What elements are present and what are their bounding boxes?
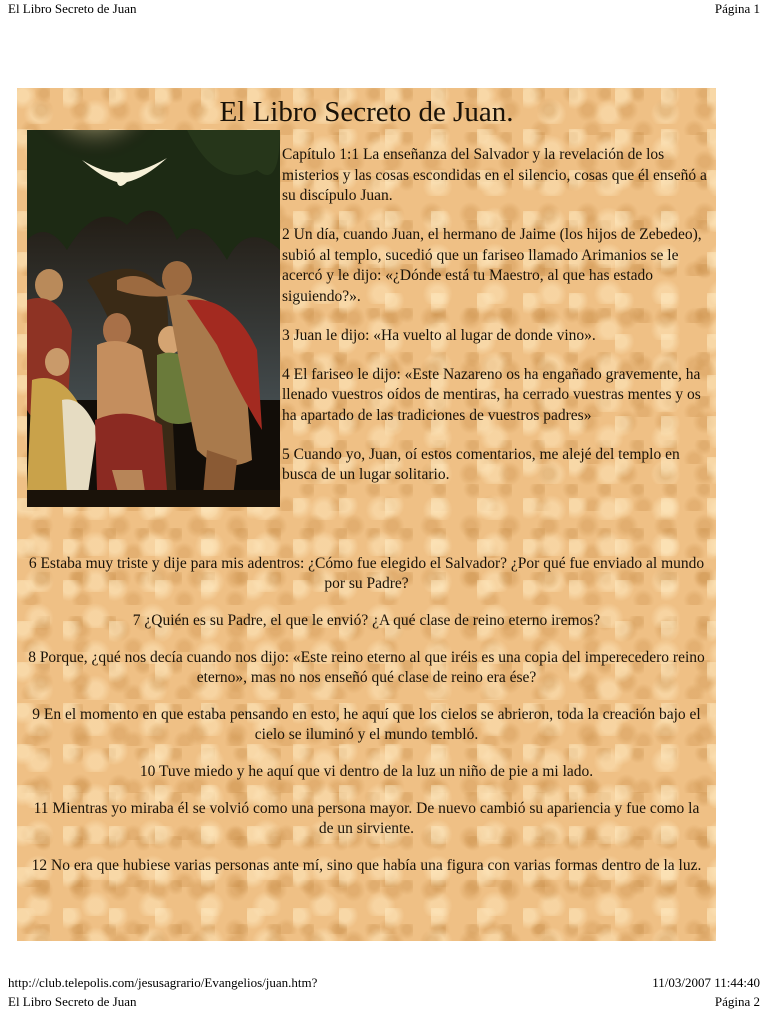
- page-footer: [8, 975, 760, 991]
- next-header-page-number: Página 2: [714, 994, 760, 1009]
- page-header: [8, 1, 760, 17]
- paragraph-12: 12 No era que hubiese varias personas ante mí, sino que había una figura con varias formas dentro de la luz.: [31, 857, 702, 874]
- paragraph-4: 4 El fariseo le dijo: «Este Nazareno os ha engañado gravemente, ha llenado vuestros oídos de mentiras, ha cerrado vuestras mentes y os ha apartado de las tradiciones de vuestros padres»: [282, 365, 701, 424]
- footer-timestamp: 11/03/2007 11:44:40: [652, 975, 760, 990]
- next-header-title: El Libro Secreto de Juan: [8, 994, 137, 1009]
- paragraph-9: 9 En el momento en que estaba pensando en esto, he aquí que los cielos se abrieron, toda la creación bajo el cielo se iluminó y el mundo tembló.: [32, 706, 701, 743]
- paragraph-6: 6 Estaba muy triste y dije para mis adentros: ¿Cómo fue elegido el Salvador? ¿Por qué fue enviado al mundo por su Padre?: [28, 555, 705, 592]
- next-page-header: [8, 994, 760, 1010]
- document-panel: [17, 88, 716, 941]
- paragraph-2: 2 Un día, cuando Juan, el hermano de Jaime (los hijos de Zebedeo), subió al templo, sucedió que un fariseo llamado Arimanios se le acercó y le dijo: «¿Dónde está tu Maestro, al que has estado siguiendo?».: [282, 226, 702, 305]
- paragraph-11: 11 Mientras yo miraba él se volvió como una persona mayor. De nuevo cambió su apariencia y fue como la de un sirviente.: [33, 800, 700, 837]
- paragraph-1: Capítulo 1:1 La enseñanza del Salvador y la revelación de los misterios y las cosas escondidas en el silencio, cosas que él enseñó a su discípulo Juan.: [282, 146, 707, 204]
- header-page-number: Página 1: [714, 1, 760, 16]
- paragraph-5: 5 Cuando yo, Juan, oí estos comentarios, me alejé del templo en busca de un lugar solitario.: [282, 445, 680, 483]
- center-text-column: [27, 554, 706, 893]
- paragraph-7: 7 ¿Quién es su Padre, el que le envió? ¿A qué clase de reino eterno iremos?: [132, 612, 601, 629]
- footer-url-link[interactable]: http://club.telepolis.com/jesusagrario/Evangelios/juan.htm?: [8, 975, 318, 990]
- document-title: El Libro Secreto de Juan.: [219, 96, 514, 128]
- baptism-painting-icon: [27, 130, 280, 507]
- paragraph-10: 10 Tuve miedo y he aquí que vi dentro de la luz un niño de pie a mi lado.: [139, 763, 594, 780]
- paragraph-8: 8 Porque, ¿qué nos decía cuando nos dijo: «Este reino eterno al que iréis es una copia del imperecedero reino eterno», mas no nos enseñó qué clase de reino era ése?: [28, 649, 705, 686]
- header-title: El Libro Secreto de Juan: [8, 1, 137, 16]
- paragraph-3: 3 Juan le dijo: «Ha vuelto al lugar de donde vino».: [282, 326, 596, 344]
- side-text-column: [282, 145, 710, 504]
